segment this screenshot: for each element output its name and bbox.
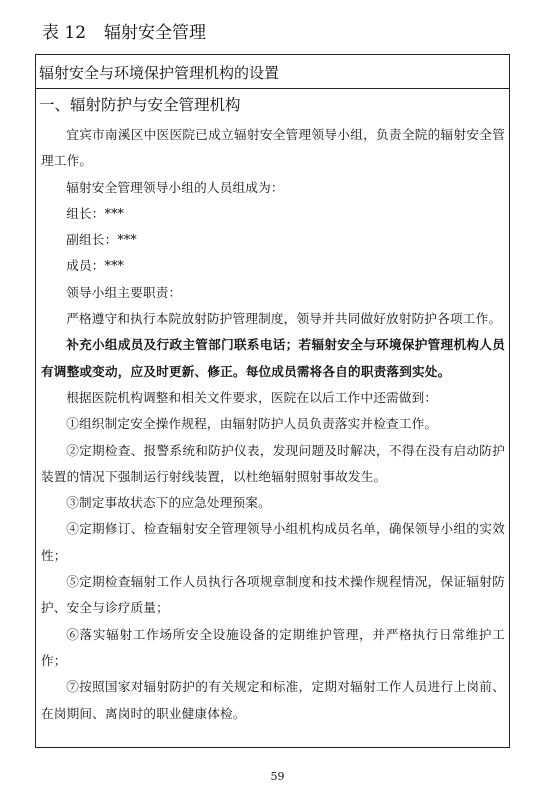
paragraph-requirements-intro: 根据医院机构调整和相关文件要求，医院在以后工作中还需做到：	[66, 389, 438, 405]
paragraph-item-5: ⑤定期检查辐射工作人员执行各项规章制度和技术操作规程情况，保证辐射防护、安全与诊疗质量；	[41, 574, 505, 616]
paragraph-intro: 宜宾市南溪区中医医院已成立辐射安全管理领导小组，负责全院的辐射安全管理工作。	[41, 127, 505, 169]
paragraph-item-4: ④定期修订、检查辐射安全管理领导小组机构成员名单，确保领导小组的实效性；	[41, 521, 505, 563]
table-number: 表 12	[42, 23, 87, 43]
paragraph-members: 成员：***	[66, 258, 125, 274]
table-title	[42, 22, 206, 44]
paragraph-item-7: ⑦按照国家对辐射防护的有关规定和标准，定期对辐射工作人员进行上岗前、在岗期间、离岗时的职业健康体检。	[41, 679, 505, 721]
table-title-text: 辐射安全管理	[104, 23, 207, 43]
page-number: 59	[270, 770, 285, 783]
paragraph-duties-heading: 领导小组主要职责：	[66, 284, 182, 300]
paragraph-leader: 组长：***	[66, 205, 125, 221]
body-text	[41, 122, 505, 727]
paragraph-supplement-note: 补充小组成员及行政主管部门联系电话；若辐射安全与环境保护管理机构人员有调整或变动，应及时更新、修正。每位成员需将各自的职责落到实处。	[41, 337, 505, 379]
paragraph-item-6: ⑥落实辐射工作场所安全设施设备的定期维护管理，并严格执行日常维护工作；	[41, 626, 505, 668]
heading-divider	[35, 88, 510, 89]
paragraph-deputy-leader: 副组长：***	[66, 232, 137, 248]
paragraph-item-1: ①组织制定安全操作规程，由辐射防护人员负责落实并检查工作。	[66, 416, 438, 432]
paragraph-duties: 严格遵守和执行本院放射防护管理制度，领导并共同做好放射防护各项工作。	[66, 311, 502, 327]
section-heading: 辐射安全与环境保护管理机构的设置	[39, 64, 280, 82]
paragraph-composition: 辐射安全管理领导小组的人员组成为：	[66, 179, 284, 195]
paragraph-item-2: ②定期检查、报警系统和防护仪表，发现问题及时解决，不得在没有启动防护装置的情况下强制运行射线装置，以杜绝辐射照射事故发生。	[41, 442, 505, 484]
paragraph-item-3: ③制定事故状态下的应急处理预案。	[66, 495, 271, 511]
sub-heading: 一、辐射防护与安全管理机构	[39, 96, 241, 114]
